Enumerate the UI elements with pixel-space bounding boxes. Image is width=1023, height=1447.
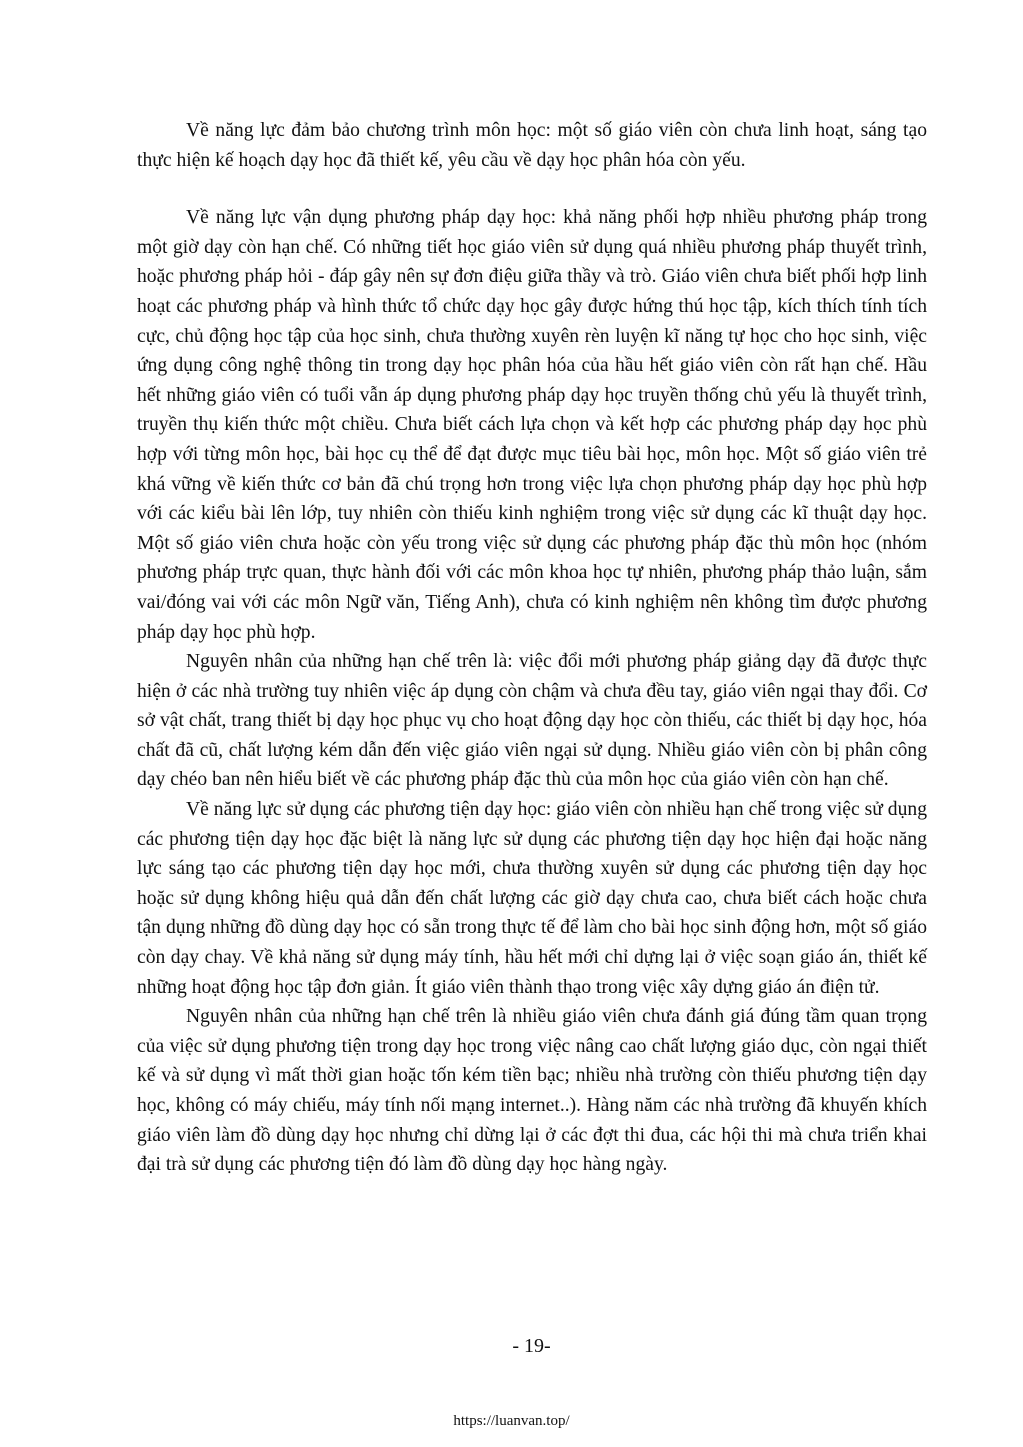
paragraph-teaching-methods: Về năng lực vận dụng phương pháp dạy học: khả năng phối hợp nhiều phương pháp trong một giờ dạy còn hạn chế. Có những tiết học giáo viên sử dụng quá nhiều phương pháp thuyết trình, hoặc phương pháp hỏi - đáp gây nên sự đơn điệu giữa thầy và trò. Giáo viên chưa biết phối hợp linh hoạt các phương pháp và hình thức tổ chức dạy học gây được hứng thú học tập, kích thích tính tích cực, chủ động học tập của học sinh, chưa thường xuyên rèn luyện kĩ năng tự học cho học sinh, việc ứng dụng công nghệ thông tin trong dạy học phân hóa của hầu hết giáo viên còn rất hạn chế. Hầu hết những giáo viên có tuổi vẫn áp dụng phương pháp dạy học truyền thống chủ yếu là thuyết trình, truyền thụ kiến thức một chiều. Chưa biết cách lựa chọn và kết hợp các phương pháp dạy học phù hợp với từng môn học, bài học cụ thể để đạt được mục tiêu bài học, môn học. Một số giáo viên trẻ khá vững về kiến thức cơ bản đã chú trọng hơn trong việc lựa chọn phương pháp dạy học phù hợp với các kiểu bài lên lớp, tuy nhiên còn thiếu kinh nghiệm trong việc sử dụng các kĩ thuật dạy học. Một số giáo viên chưa hoặc còn yếu trong việc sử dụng các phương pháp đặc thù môn học (nhóm phương pháp trực quan, thực hành đối với các môn khoa học tự nhiên, phương pháp thảo luận, sắm vai/đóng vai với các môn Ngữ văn, Tiếng Anh), chưa có kinh nghiệm nên không tìm được phương pháp dạy học phù hợp. xyxy=(137,207,927,643)
footer-link[interactable]: https://luanvan.top/ xyxy=(453,1413,570,1429)
paragraph-curriculum-competence: Về năng lực đảm bảo chương trình môn học: một số giáo viên còn chưa linh hoạt, sáng tạo thực hiện kế hoạch dạy học đã thiết kế, yêu cầu về dạy học phân hóa còn yếu. xyxy=(137,120,927,171)
page-number xyxy=(0,1333,1023,1359)
page-number-text: - 19- xyxy=(512,1335,551,1357)
paragraph-methods-causes: Nguyên nhân của những hạn chế trên là: việc đổi mới phương pháp giảng dạy đã được thực hiện ở các nhà trường tuy nhiên việc áp dụng còn chậm và chưa đều tay, giáo viên ngại thay đổi. Cơ sở vật chất, trang thiết bị dạy học phục vụ cho hoạt động dạy học còn thiếu, các thiết bị dạy học, hóa chất đã cũ, chất lượng kém dẫn đến việc giáo viên ngại sử dụng. Nhiều giáo viên còn bị phân công dạy chéo ban nên hiểu biết về các phương pháp đặc thù của môn học của giáo viên còn hạn chế. xyxy=(137,651,927,791)
paragraph-teaching-aids: Về năng lực sử dụng các phương tiện dạy học: giáo viên còn nhiều hạn chế trong việc sử dụng các phương tiện dạy học đặc biệt là năng lực sử dụng các phương tiện dạy học hiện đại hoặc năng lực sáng tạo các phương tiện dạy học mới, chưa thường xuyên sử dụng các phương tiện dạy học hoặc sử dụng không hiệu quả dẫn đến chất lượng các giờ dạy chưa cao, chưa biết cách hoặc chưa tận dụng những đồ dùng dạy học có sẵn trong thực tế để làm cho bài học sinh động hơn, một số giáo còn dạy chay. Về khả năng sử dụng máy tính, hầu hết mới chỉ dựng lại ở việc soạn giáo án, thiết kế những hoạt động học tập đơn giản. Ít giáo viên thành thạo trong việc xây dựng giáo án điện tử. xyxy=(137,799,927,998)
paragraph-aids-causes: Nguyên nhân của những hạn chế trên là nhiều giáo viên chưa đánh giá đúng tầm quan trọng của việc sử dụng phương tiện trong dạy học trong việc nâng cao chất lượng giáo dục, còn ngại thiết kế và sử dụng vì mất thời gian hoặc tốn kém tiền bạc; nhiều nhà trường còn thiếu phương tiện dạy học, không có máy chiếu, máy tính nối mạng internet..). Hàng năm các nhà trường đã khuyến khích giáo viên làm đồ dùng dạy học nhưng chỉ dừng lại ở các đợt thi đua, các hội thi mà chưa triển khai đại trà sử dụng các phương tiện đó làm đồ dùng dạy học hàng ngày. xyxy=(137,1006,927,1176)
footer xyxy=(0,1411,1023,1431)
document-body xyxy=(137,116,927,1180)
